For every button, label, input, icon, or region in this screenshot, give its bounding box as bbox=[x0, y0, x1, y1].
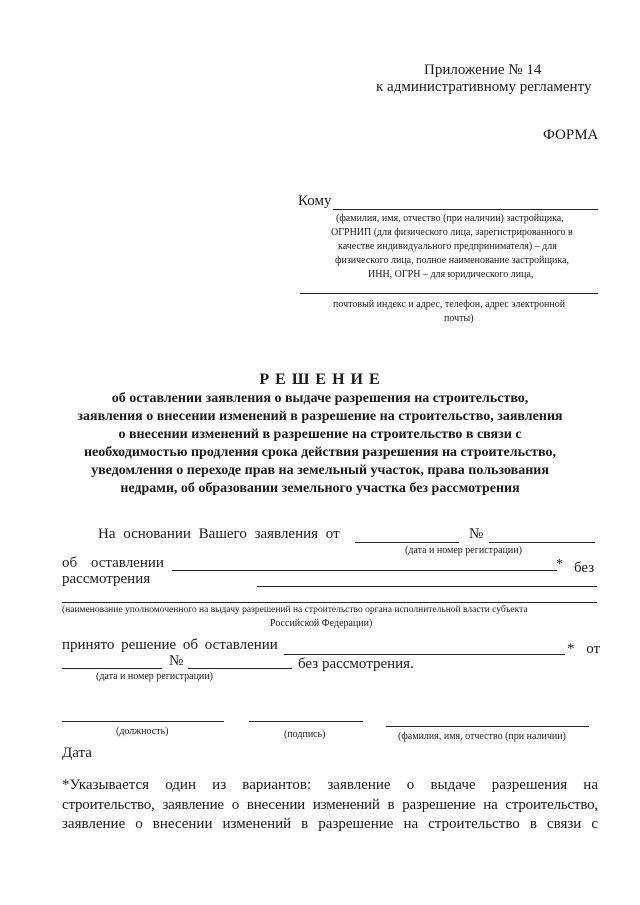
decision-subtitle: уведомления о переходе прав на земельный участок, права пользования bbox=[91, 463, 549, 478]
without-consideration-text: без рассмотрения. bbox=[298, 656, 414, 672]
recipient-label: Кому bbox=[298, 193, 332, 209]
decision-subtitle: недрами, об образовании земельного участка без рассмотрения bbox=[120, 481, 520, 496]
full-name-caption: (фамилия, имя, отчество (при наличии) bbox=[398, 731, 566, 742]
recipient-hint: ОГРНИП (для физического лица, зарегистрированного в bbox=[331, 227, 573, 238]
recipient-hint: качестве индивидуального предпринимателя) – для bbox=[338, 241, 557, 252]
asterisk-mark: * bbox=[556, 557, 563, 572]
position-caption: (должность) bbox=[116, 726, 169, 737]
footnote-line: *Указывается один из вариантов: заявление о выдаче разрешения на bbox=[62, 777, 598, 793]
authority-line bbox=[62, 602, 597, 603]
application-type-line bbox=[172, 570, 557, 571]
number-sign: № bbox=[469, 526, 484, 542]
decision-subtitle: заявления о внесении изменений в разрешение на строительство, заявления bbox=[77, 409, 563, 424]
decision-title: Р Е Ш Е Н И Е bbox=[259, 371, 381, 388]
decision-subtitle: об оставлении заявления о выдаче разрешения на строительство, bbox=[111, 391, 529, 406]
recipient-hint: ИНН, ОГРН – для юридического лица, bbox=[368, 269, 534, 280]
consideration-line bbox=[257, 586, 597, 587]
recipient-hint: физического лица, полное наименование застройщика, bbox=[335, 255, 570, 266]
date-reg-hint: (дата и номер регистрации) bbox=[405, 545, 522, 556]
number-sign-2: № bbox=[169, 653, 184, 669]
full-name-line bbox=[386, 726, 589, 727]
basis-text: На основании Вашего заявления от bbox=[98, 526, 340, 542]
footnote-line: заявление о внесении изменений в разрешение на строительство в связи с bbox=[62, 816, 598, 832]
footnote-line: строительство, заявление о внесении изменений в разрешение на строительство, bbox=[62, 797, 598, 813]
signature-caption: (подпись) bbox=[284, 729, 326, 740]
decision-date-line bbox=[62, 668, 162, 669]
asterisk-from: * от bbox=[567, 641, 601, 657]
without-text: без bbox=[574, 560, 595, 576]
date-label: Дата bbox=[62, 745, 92, 761]
decision-subtitle: о внесении изменений в разрешение на строительство в связи с bbox=[118, 427, 522, 442]
date-reg-hint-2: (дата и номер регистрации) bbox=[96, 671, 213, 682]
authority-hint: Российской Федерации) bbox=[270, 618, 373, 629]
address-hint: почтовый индекс и адрес, телефон, адрес электронной bbox=[333, 299, 566, 310]
application-number-line bbox=[489, 542, 595, 543]
form-label: ФОРМА bbox=[543, 127, 599, 143]
address-hint: почты) bbox=[444, 313, 474, 324]
recipient-hint: (фамилия, имя, отчество (при наличии) застройщика, bbox=[336, 213, 564, 224]
consideration-text: рассмотрения bbox=[62, 571, 151, 587]
decision-type-line bbox=[284, 654, 565, 655]
application-date-line bbox=[355, 542, 459, 543]
authority-hint: (наименование уполномоченного на выдачу разрешений на строительство органа исполнительной власти субъекта bbox=[62, 605, 528, 615]
signature-line bbox=[249, 721, 363, 722]
address-line bbox=[300, 293, 598, 294]
decision-number-line bbox=[188, 668, 292, 669]
recipient-line bbox=[333, 209, 598, 210]
position-line bbox=[62, 721, 224, 722]
appendix-number: Приложение № 14 bbox=[424, 62, 542, 78]
about-leaving-text: об оставлении bbox=[62, 555, 164, 571]
decision-made-text: принято решение об оставлении bbox=[62, 637, 278, 653]
decision-subtitle: необходимостью продления срока действия разрешения на строительство, bbox=[83, 445, 557, 460]
regulation-reference: к административному регламенту bbox=[376, 79, 592, 95]
